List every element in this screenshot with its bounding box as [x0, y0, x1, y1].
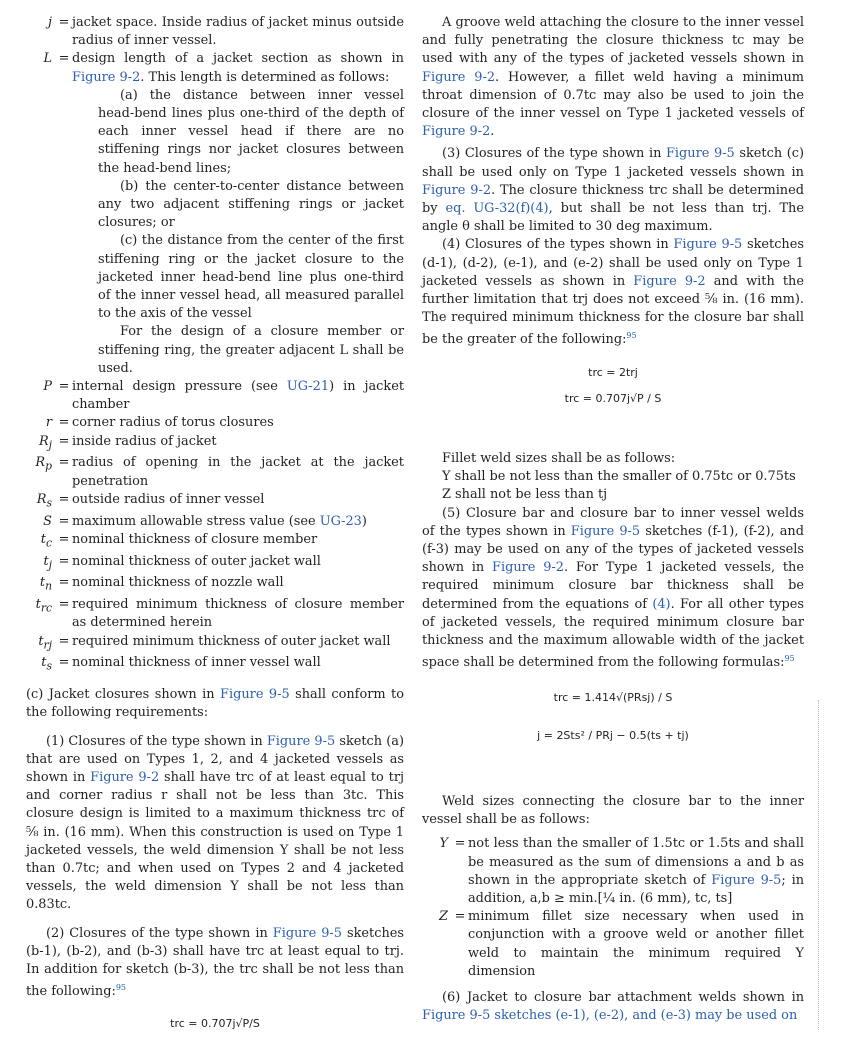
figure-link[interactable]: Figure 9-5	[266, 733, 336, 749]
definition-trj: $t_{rj}$ = required minimum thickness of outer jacket wall	[38, 633, 391, 652]
paragraph-5: (5) Closure bar and closure bar to inner vessel welds of the types shown in Figure 9-5 sketches (f-1), (f-2), and (f-3) may be used on any of the types of jacketed vessels shown in Figure 9-2. For Type 1 jacketed vessels, the required minimum closure bar thickness shall be determined from the equations of (4). For all other types of jacketed vessels, the required minimum closure bar thickness and the maximum allowable width of the jacket space shall be determined from the following formulas:$^{95}$	[422, 505, 804, 671]
definition-Y: Y = not less than the smaller of 1.5tc or 1.5ts and shall be measured as the sum of dimensions a and b as shown in the appropriate sketch of Figure 9-5; in addition, a,b ≥ min.[¼ in. (6 mm), tc, ts]	[439, 836, 804, 906]
fillet-intro: Fillet weld sizes shall be as follows:	[442, 451, 676, 467]
definition-trc: $t_{rc}$ = required minimum thickness of closure member as determined herein	[35, 597, 404, 631]
figure-link[interactable]: Figure 9-2	[72, 69, 141, 85]
L-note: For the design of a closure member or stiffening ring, the greater adjacent L shall be used.	[98, 324, 404, 376]
ug23-link[interactable]: UG-23	[319, 513, 362, 529]
figure-link[interactable]: Figure 9-5 sketches (e-1), (e-2), and (e-3) may be used on	[422, 1008, 798, 1024]
figure-link[interactable]: Figure 9-2	[422, 69, 496, 85]
L-item-c: (c) the distance from the center of the first stiffening ring or the jacket closure to the jacketed inner head-bend line plus one-third of the inner vessel head, all measured parallel to the axis of the vessel	[98, 233, 404, 322]
definition-Z: Z = minimum fillet size necessary when used in conjunction with a groove weld or another fillet weld to maintain the minimum required Y dimension	[439, 909, 804, 979]
weld-intro: Weld sizes connecting the closure bar to the inner vessel shall be as follows:	[422, 793, 804, 828]
figure-link[interactable]: Figure 9-5	[220, 687, 290, 703]
definition-Rp: $R_p$ = radius of opening in the jacket at the jacket penetration	[35, 455, 404, 489]
formula-trc-b3: trc = 0.707j√P/S	[170, 1017, 260, 1031]
formula-j: j = 2Sts² / PRj − 0.5(ts + tj)	[537, 728, 689, 742]
formula-trc-1: trc = 2trj	[588, 365, 638, 379]
figure-link[interactable]: Figure 9-2	[492, 560, 564, 576]
figure-link[interactable]: Figure 9-2	[633, 273, 706, 289]
definition-Rs: $R_s$ = outside radius of inner vessel	[36, 491, 265, 510]
figure-link[interactable]: Figure 9-5	[711, 872, 782, 888]
L-item-b: (b) the center-to-center distance between any two adjacent stiffening rings or jacket closures; or	[98, 178, 404, 231]
definition-P: P = internal design pressure (see UG-21) in jacket chamber	[43, 379, 405, 413]
definition-L: L = design length of a jacket section as shown in Figure 9-2. This length is determined as follows:	[43, 51, 404, 85]
definition-j: j = jacket space. Inside radius of jacket minus outside radius of inner vessel.	[48, 15, 404, 49]
ug21-link[interactable]: UG-21	[286, 379, 330, 395]
definition-S: S = maximum allowable stress value (see UG-23)	[43, 513, 367, 529]
definition-r: r = corner radius of torus closures	[45, 415, 274, 431]
figure-link[interactable]: Figure 9-5	[665, 146, 735, 162]
L-item-a: (a) the distance between inner vessel head-bend lines plus one-third of the depth of each inner vessel head if there are no stiffening rings nor jacket closures between the head-bend lines;	[98, 87, 404, 176]
fillet-Z: Z shall not be less than tj	[442, 487, 608, 503]
groove-weld-paragraph: A groove weld attaching the closure to the inner vessel and fully penetrating the closure thickness tc may be used with any of the types of jacketed vessels shown in Figure 9-2. However, a fillet weld having a minimum throat dimension of 0.7tc may also be used to join the closure of the inner vessel on Type 1 jacketed vessels of Figure 9-2.	[422, 15, 804, 140]
paragraph-1: (1) Closures of the type shown in Figure 9-5 sketch (a) that are used on Types 1, 2, and 4 jacketed vessels as shown in Figure 9-2 shall have trc of at least equal to trj and corner radius r shall not be less than 3tc. This closure design is limited to a maximum thickness trc of ⅝ in. (16 mm). When this construction is used on Type 1 jacketed vessels, the weld dimension Y shall be not less than 0.7tc; and when used on Types 2 and 4 jacketed vessels, the weld dimension Y shall be not less than 0.83tc.	[26, 733, 404, 913]
paragraph-4: (4) Closures of the types shown in Figure 9-5 sketches (d-1), (d-2), (e-1), and (e-2) shall be used only on Type 1 jacketed vessels as shown in Figure 9-2 and with the further limitation that trj does not exceed ⅝ in. (16 mm). The required minimum thickness for the closure bar shall be the greater of the following:$^{95}$	[422, 237, 804, 348]
paragraph-6: (6) Jacket to closure bar attachment welds shown in Figure 9-5 sketches (e-1), (e-2), and (e-3) may be used on	[422, 989, 804, 1024]
equation-link[interactable]: eq. UG-32(f)(4)	[445, 201, 549, 217]
definition-Rj: $R_j$ = inside radius of jacket	[38, 433, 217, 452]
right-column	[422, 14, 804, 1025]
definition-tj: $t_j$ = nominal thickness of outer jacket wall	[43, 553, 321, 572]
paragraph-3: (3) Closures of the type shown in Figure 9-5 sketch (c) shall be used only on Type 1 jacketed vessels shown in Figure 9-2. The closure thickness trc shall be determined by eq. UG-32(f)(4), but shall be not less than trj. The angle θ shall be limited to 30 deg maximum.	[422, 146, 805, 235]
definition-ts: $t_s$ = nominal thickness of inner vessel wall	[41, 655, 321, 673]
paragraph-2: (2) Closures of the type shown in Figure 9-5 sketches (b-1), (b-2), and (b-3) shall have trc at least equal to trj. In addition for sketch (b-3), the trc shall be not less than the following:$^{95}$	[26, 925, 404, 1000]
figure-link[interactable]: Figure 9-2	[422, 182, 492, 198]
figure-link[interactable]: Figure 9-2	[422, 124, 491, 140]
figure-link[interactable]: Figure 9-5	[272, 925, 342, 941]
margin-rule	[818, 700, 819, 1030]
fillet-Y: Y shall be not less than the smaller of 0.75tc or 0.75ts	[442, 469, 796, 485]
section-c: (c) Jacket closures shown in Figure 9-5 shall conform to the following requirements:	[26, 687, 404, 721]
figure-link[interactable]: Figure 9-5	[570, 523, 641, 539]
left-column	[26, 14, 404, 1042]
definition-tn: $t_n$ = nominal thickness of nozzle wall	[39, 575, 284, 593]
definition-tc: $t_c$ = nominal thickness of closure member	[40, 531, 318, 550]
formula-trc-2: trc = 0.707j√P / S	[564, 391, 662, 405]
figure-link[interactable]: Figure 9-5	[673, 237, 743, 253]
paragraph-ref-link[interactable]: (4)	[652, 596, 671, 612]
figure-link[interactable]: Figure 9-2	[90, 769, 160, 785]
formula-trc-3: trc = 1.414√(PRsj) / S	[553, 690, 673, 704]
